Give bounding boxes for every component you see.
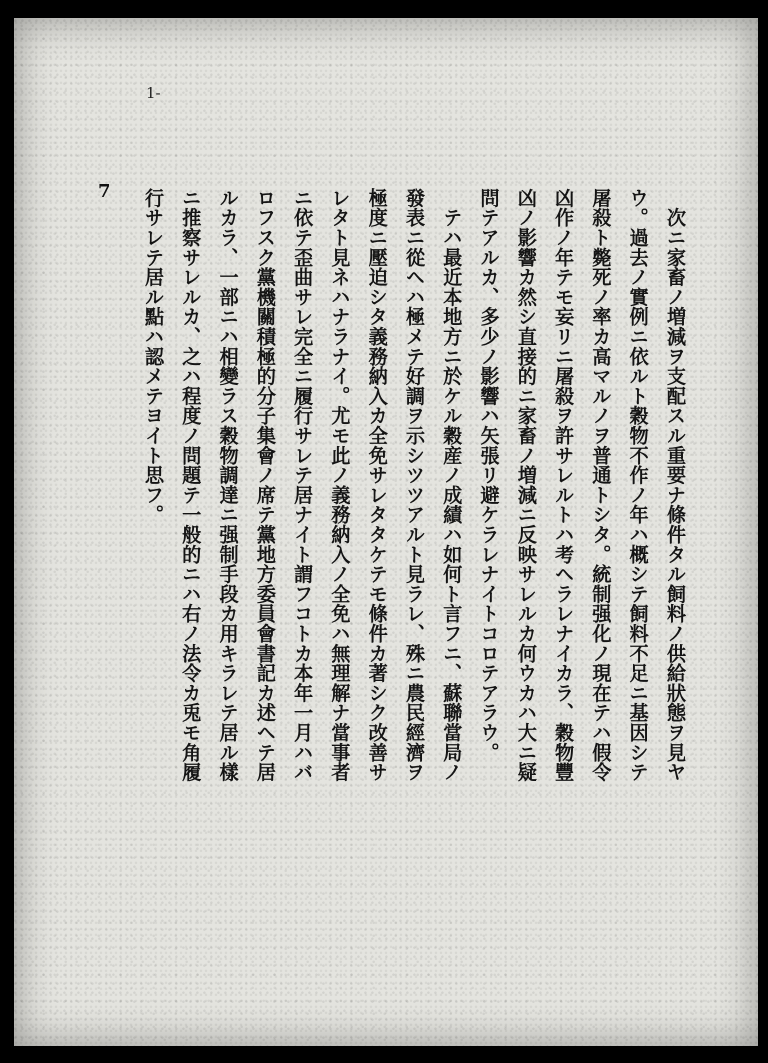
text-column: 凶ノ影響カ然シ直接的ニ家畜ノ増減ニ反映サレルカ何ウカハ大ニ疑	[514, 188, 538, 782]
text-column: 次ニ家畜ノ増減ヲ支配スル重要ナ條件タル飼料ノ供給狀態ヲ見ヤ	[663, 188, 687, 782]
margin-mark: 1-	[146, 84, 161, 102]
vertical-text-block	[140, 188, 688, 948]
text-column: テハ最近本地方ニ於ケル穀産ノ成績ハ如何ト言フニ、蘇聯當局ノ	[440, 188, 464, 782]
text-column: 屠殺ト斃死ノ率カ高マルノヲ普通トシタ。統制强化ノ現在テハ假令	[589, 188, 613, 782]
text-column: ニ推察サレルカ、之ハ程度ノ問題テ一般的ニハ右ノ法令カ兎モ角履	[179, 188, 203, 782]
page-number: 7	[98, 181, 111, 202]
text-column: ロフスク黨機關積極的分子集會ノ席テ黨地方委員會書記カ述ヘテ居	[253, 188, 277, 782]
text-column: 極度ニ壓迫シタ義務納入カ全免サレタタケテモ條件カ著シク改善サ	[365, 188, 389, 782]
document-page	[14, 18, 758, 1046]
text-column: レタト見ネハナラナイ。尤モ此ノ義務納入ノ全免ハ無理解ナ當事者	[328, 188, 352, 782]
text-column: ルカラ、一部ニハ相變ラス穀物調達ニ强制手段カ用キラレテ居ル樣	[216, 188, 240, 782]
text-column: 凶作ノ年テモ妄リニ屠殺ヲ許サレルトハ考ヘラレナイカラ、穀物豐	[552, 188, 576, 782]
text-column: ウ。過去ノ實例ニ依ルト穀物不作ノ年ハ概シテ飼料不足ニ基因シテ	[626, 188, 650, 782]
text-column: 發表ニ從ヘハ極メテ好調ヲ示シツツアルト見ラレ、殊ニ農民經濟ヲ	[402, 188, 426, 782]
text-column: 行サレテ居ル點ハ認メテヨイト思フ。	[142, 188, 165, 525]
text-column: 問テアルカ、多少ノ影響ハ矢張リ避ケラレナイトコロテアラウ。	[477, 188, 501, 763]
text-column: ニ依テ歪曲サレ完全ニ履行サレテ居ナイト謂フコトカ本年一月ハバ	[291, 188, 315, 782]
